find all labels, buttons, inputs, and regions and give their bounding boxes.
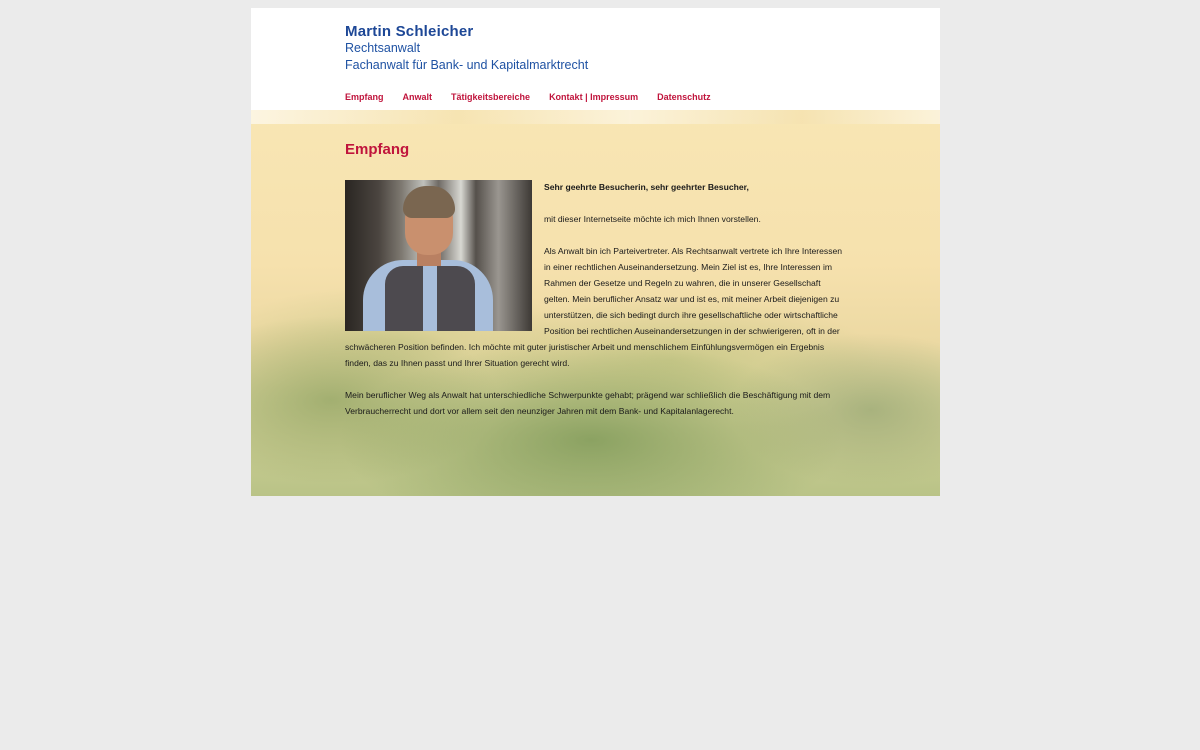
- nav-item-taetigkeitsbereiche[interactable]: Tätigkeitsbereiche: [451, 92, 531, 102]
- main-content: [251, 110, 940, 496]
- site-logo[interactable]: [345, 23, 588, 74]
- main-navigation: [345, 92, 730, 102]
- portrait-photo: [345, 180, 532, 331]
- nav-item-empfang[interactable]: Empfang: [345, 92, 384, 102]
- nav-item-kontakt-impressum[interactable]: Kontakt | Impressum: [549, 92, 639, 102]
- nav-item-anwalt[interactable]: Anwalt: [402, 92, 433, 102]
- site-name: Martin Schleicher: [345, 23, 474, 40]
- site-title-line1: Rechtsanwalt: [345, 41, 421, 55]
- paragraph-intro: mit dieser Internetseite möchte ich mich Ihnen vorstellen.: [544, 214, 761, 224]
- paragraph-career: Mein beruflicher Weg als Anwalt hat unterschiedliche Schwerpunkte gehabt; prägend war schließlich die Beschäftigung mit dem Verbraucherrecht und dort vor allem seit den neunziger Jahren mit dem Bank- und Kapitalanlagerecht.: [345, 390, 831, 416]
- site-title-line2: Fachanwalt für Bank- und Kapitalmarktrecht: [345, 58, 589, 72]
- page-container: [251, 8, 940, 496]
- nav-item-datenschutz[interactable]: Datenschutz: [657, 92, 711, 102]
- paragraph-role: Als Anwalt bin ich Parteivertreter. Als Rechtsanwalt vertrete ich Ihre Interessen in einer rechtlichen Auseinandersetzung. Mein Ziel ist es, Ihre Interessen im Rahmen der Gesetze und Regeln zu wahren, die in unserer Gesellschaft gelten. Mein beruflicher Ansatz war und ist es, mit meiner Arbeit diejenigen zu unterstützen, die sich bedingt durch ihre gesellschaftliche oder wirtschaftliche Position bei rechtlichen Auseinandersetzungen in der schwierigeren, oft in der schwächeren Position befinden. Ich möchte mit guter juristischer Arbeit und menschlichem Einfühlungsvermögen ein Ergebnis finden, das zu Ihnen passt und Ihrer Situation gerecht wird.: [345, 246, 843, 368]
- page-title: Empfang: [345, 141, 410, 158]
- article-body: [345, 179, 845, 435]
- site-header: [251, 8, 940, 110]
- greeting-text: Sehr geehrte Besucherin, sehr geehrter Besucher,: [544, 182, 749, 192]
